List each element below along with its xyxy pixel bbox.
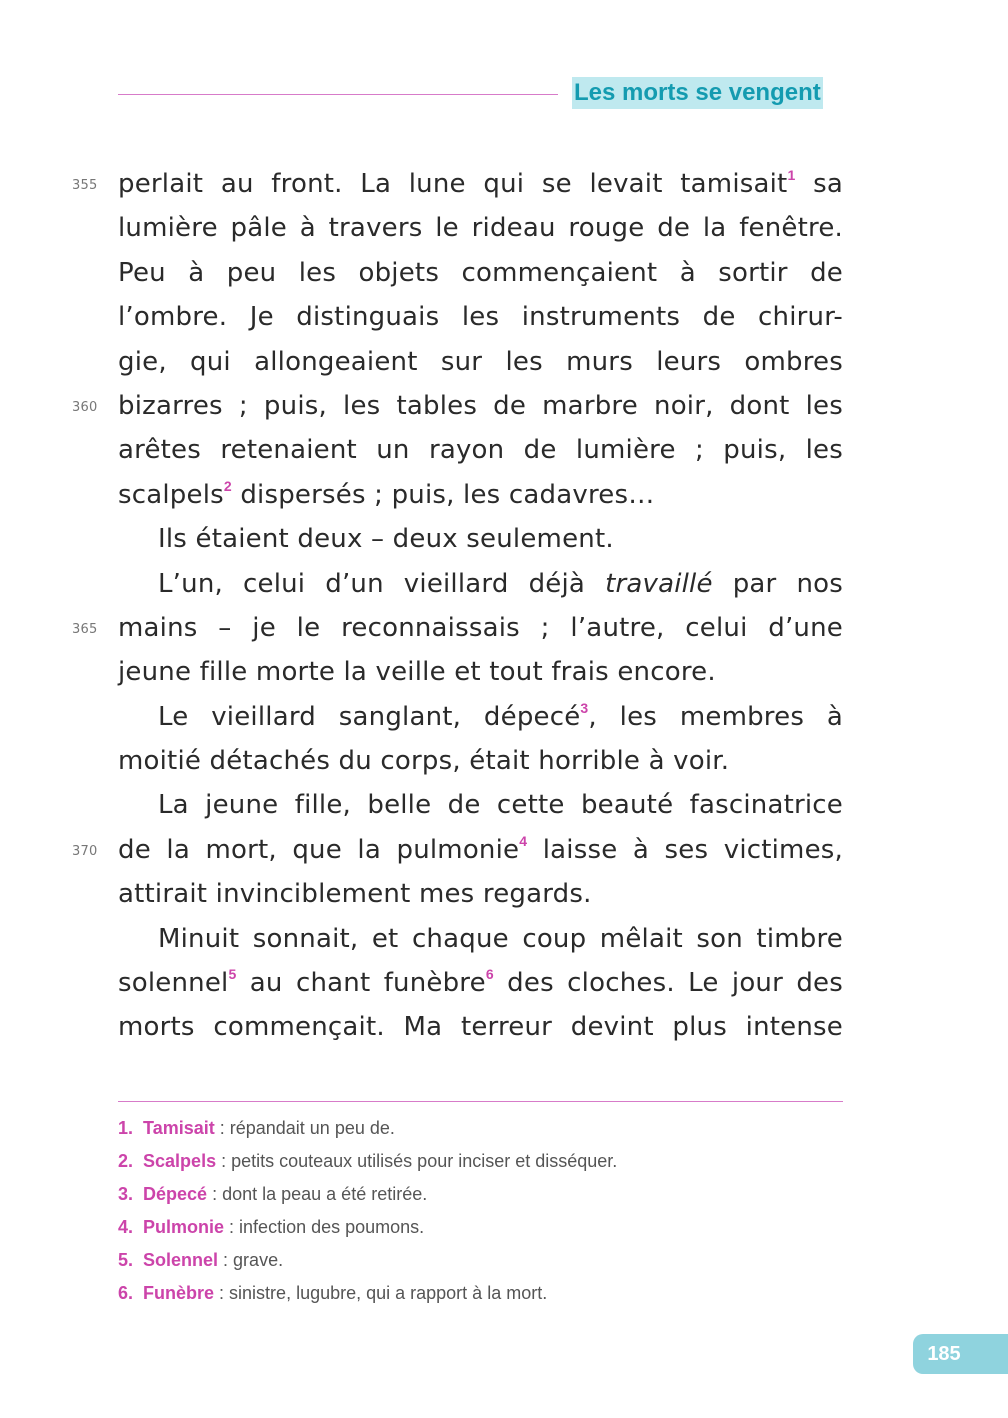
- text-run: Peu à peu les objets commençaient à sortir de: [118, 257, 843, 288]
- footnote-number: 5.: [118, 1250, 134, 1270]
- text-run: Ils étaient deux – deux seulement.: [158, 524, 614, 555]
- text-run: Minuit sonnait, et chaque coup mêlait son timbre: [158, 923, 843, 954]
- footnote-term: Dépecé: [143, 1184, 208, 1204]
- line-number: 360: [72, 399, 98, 415]
- footnote-term: Tamisait: [143, 1118, 215, 1138]
- text-line: [72, 162, 843, 206]
- text-line: [118, 428, 843, 472]
- text-run: bizarres ; puis, les tables de marbre noir, dont les: [118, 390, 843, 421]
- line-number: 365: [72, 621, 98, 637]
- footnotes-rule: [118, 1101, 843, 1102]
- footnote-term: Solennel: [143, 1250, 219, 1270]
- text-line: [118, 517, 843, 561]
- text-line: [118, 562, 843, 606]
- body-text: [72, 162, 844, 1050]
- text-run: solennel: [118, 968, 229, 999]
- footnote-ref: 1: [787, 167, 796, 183]
- text-line: [118, 206, 843, 250]
- footnote-definition: : grave.: [218, 1250, 284, 1270]
- italic-run: travaillé: [605, 568, 713, 599]
- text-line: [118, 872, 843, 916]
- footnote-number: 2.: [118, 1151, 134, 1171]
- text-line: [118, 917, 843, 961]
- footnote-ref: 3: [580, 699, 589, 716]
- line-number: 355: [72, 178, 98, 193]
- running-head: Les morts se vengent: [572, 77, 823, 109]
- text-line: [118, 340, 843, 384]
- text-line: [118, 961, 843, 1005]
- text-run: au chant funèbre: [236, 968, 486, 999]
- text-line: [118, 473, 843, 517]
- footnote-ref: 5: [228, 966, 237, 983]
- footnote-number: 4.: [118, 1217, 134, 1237]
- footnote: [118, 1211, 843, 1244]
- page-number-tab: [913, 1334, 1008, 1374]
- text-run: morts commençait. Ma terreur devint plus intense: [118, 1012, 843, 1043]
- text-line: [118, 650, 843, 694]
- text-run: lumière pâle à travers le rideau rouge de la fenêtre.: [118, 213, 843, 244]
- text-line: [118, 295, 843, 339]
- text-run: attirait invinciblement mes regards.: [118, 879, 592, 910]
- footnote-term: Pulmonie: [143, 1217, 225, 1237]
- line-number: 370: [72, 843, 98, 859]
- text-run: scalpels: [118, 479, 224, 510]
- text-run: La jeune fille, belle de cette beauté fascinatrice: [158, 790, 843, 821]
- text-run: perlait au front. La lune qui se levait tamisait: [118, 169, 788, 199]
- text-run: mains – je le reconnaissais ; l’autre, celui d’une: [118, 612, 843, 643]
- footnote-ref: 4: [519, 832, 528, 849]
- text-run: Le vieillard sanglant, dépecé: [158, 701, 581, 732]
- footnote-definition: : dont la peau a été retirée.: [207, 1184, 428, 1204]
- text-run: jeune fille morte la veille et tout frais encore.: [118, 657, 716, 688]
- footnote-ref: 6: [485, 966, 494, 983]
- text-line: [72, 384, 843, 428]
- header-rule: [118, 94, 558, 95]
- footnote-definition: : sinistre, lugubre, qui a rapport à la mort.: [214, 1283, 548, 1303]
- footnote-term: Funèbre: [143, 1283, 215, 1303]
- footnote-definition: : infection des poumons.: [224, 1217, 425, 1237]
- text-run: moitié détachés du corps, était horrible à voir.: [118, 746, 730, 777]
- text-line: [72, 828, 843, 872]
- text-line: [118, 695, 843, 739]
- footnote-ref: 2: [223, 477, 232, 494]
- text-line: [118, 251, 843, 295]
- page-number: 185: [927, 1343, 961, 1365]
- footnote: [118, 1244, 843, 1277]
- text-line: [118, 739, 843, 783]
- footnote-number: 1.: [118, 1118, 134, 1138]
- text-line: [118, 783, 843, 827]
- text-run: laisse à ses victimes,: [527, 834, 843, 865]
- text-line: [72, 606, 843, 650]
- text-run: par nos: [712, 568, 844, 599]
- footnote-number: 6.: [118, 1283, 134, 1303]
- text-run: l’ombre. Je distinguais les instruments de chirur-: [118, 302, 843, 333]
- footnote-definition: : répandait un peu de.: [214, 1118, 395, 1138]
- footnote: [118, 1277, 843, 1310]
- footnote: [118, 1178, 843, 1211]
- footnotes: [118, 1112, 843, 1310]
- text-run: de la mort, que la pulmonie: [118, 834, 520, 865]
- text-run: des cloches. Le jour des: [493, 968, 843, 999]
- footnote: [118, 1145, 843, 1178]
- text-run: dispersés ; puis, les cadavres…: [231, 479, 655, 510]
- footnote: [118, 1112, 843, 1145]
- text-run: arêtes retenaient un rayon de lumière ; puis, les: [118, 435, 843, 466]
- text-line: [118, 1005, 843, 1049]
- footnote-term: Scalpels: [143, 1151, 217, 1171]
- text-run: sa: [795, 169, 843, 199]
- footnote-definition: : petits couteaux utilisés pour inciser et disséquer.: [216, 1151, 618, 1171]
- text-run: L’un, celui d’un vieillard déjà: [158, 568, 606, 599]
- footnote-number: 3.: [118, 1184, 134, 1204]
- text-run: gie, qui allongeaient sur les murs leurs ombres: [118, 346, 843, 377]
- text-run: , les membres à: [588, 701, 843, 732]
